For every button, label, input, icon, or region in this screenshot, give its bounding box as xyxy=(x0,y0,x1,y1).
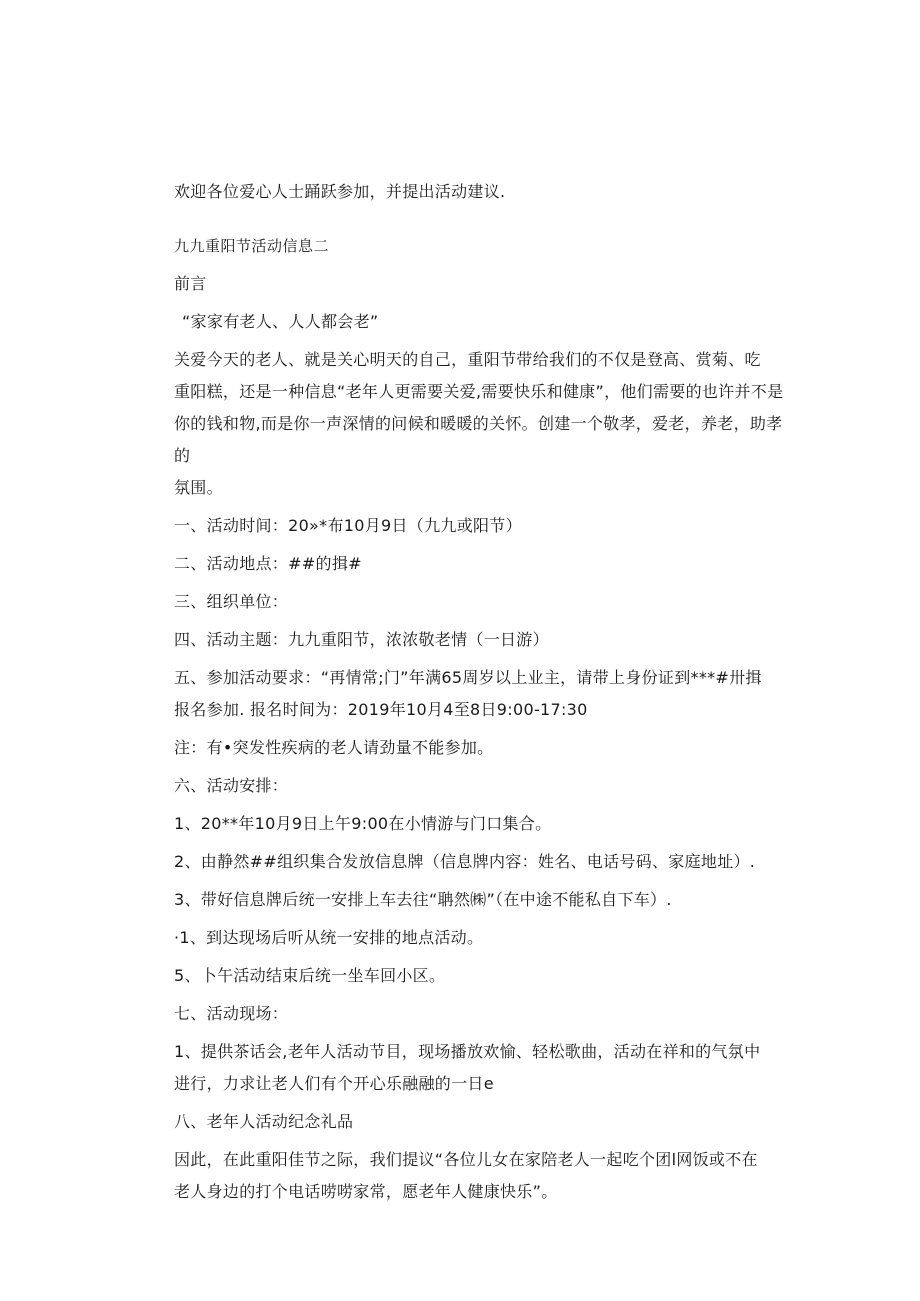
document-body xyxy=(174,176,794,1208)
closing-line: 老人身边的打个电话唠唠家常，愿老年人健康快乐”。 xyxy=(174,1182,558,1201)
item-organizer: 三、组织单位： xyxy=(174,592,289,611)
arrangement-step: 5、卜午活动结束后统一坐车回小区。 xyxy=(174,966,446,985)
arrangement-step: ·1、到达现场后听从统一安排的地点活动。 xyxy=(174,928,484,947)
arrangement-step: 3、带好信息牌后统一安排上车去往“聃然㈱”（在中途不能私自下车）. xyxy=(174,890,672,909)
item-arrangement: 六、活动安排： xyxy=(174,776,289,795)
slogan: “家家有老人、人人都会老” xyxy=(182,312,379,331)
item-theme: 四、活动主题：九九重阳节，浓浓敬老情（一日游） xyxy=(174,630,549,649)
intro-text: 欢迎各位爱心人士踊跃参加，并提出活动建议. xyxy=(174,182,506,201)
section-title: 九九重阳节活动信息二 xyxy=(174,237,330,255)
preface-body-line: 关爱今天的老人、就是关心明天的自己，重阳节带给我们的不仅是登高、赏菊、吃 xyxy=(174,350,761,369)
item-gifts: 八、老年人活动纪念礼品 xyxy=(174,1112,354,1131)
preface-body-line: 你的钱和物,而是你一声深情的问候和暖暖的关怀。创建一个敬孝，爱老，养老，助孝的 xyxy=(174,414,783,465)
closing-line: 因此，在此重阳佳节之际，我们提议“各位儿女在家陪老人一起吃个团l网饭或不在 xyxy=(174,1150,758,1169)
preface-label: 前言 xyxy=(174,274,207,293)
scene-detail-line: 1、提供茶话会,老年人活动节目，现场播放欢愉、轻松歌曲，活动在祥和的气氛中 xyxy=(174,1042,761,1061)
item-location: 二、活动地点：##的揖# xyxy=(174,554,362,573)
item-scene: 七、活动现场： xyxy=(174,1004,289,1023)
preface-body-line: 氛围。 xyxy=(174,478,223,497)
preface-body-line: 重阳糕，还是一种信息“老年人更需要关爱,需要快乐和健康”，他们需要的也许并不是 xyxy=(174,382,784,401)
item-time: 一、活动时间：20»*布10月9日（九九或阳节） xyxy=(174,516,522,535)
item-requirements-line: 五、参加活动要求：“再情常;门”年满65周岁以上业主，请带上身份证到***#卅揖 xyxy=(174,668,762,687)
arrangement-step: 2、由静然##组织集合发放信息牌（信息牌内容：姓名、电话号码、家庭地址）. xyxy=(174,852,756,871)
note-text: 注：有•突发性疾病的老人请劲量不能参加。 xyxy=(174,738,494,757)
item-requirements-line: 报名参加. 报名时间为：2019年10月4至8日9:00-17:30 xyxy=(174,700,588,719)
arrangement-step: 1、20**年10月9日上午9:00在小情游与门口集合。 xyxy=(174,814,552,833)
scene-detail-line: 进行，力求让老人们有个开心乐融融的一日e xyxy=(174,1074,494,1093)
